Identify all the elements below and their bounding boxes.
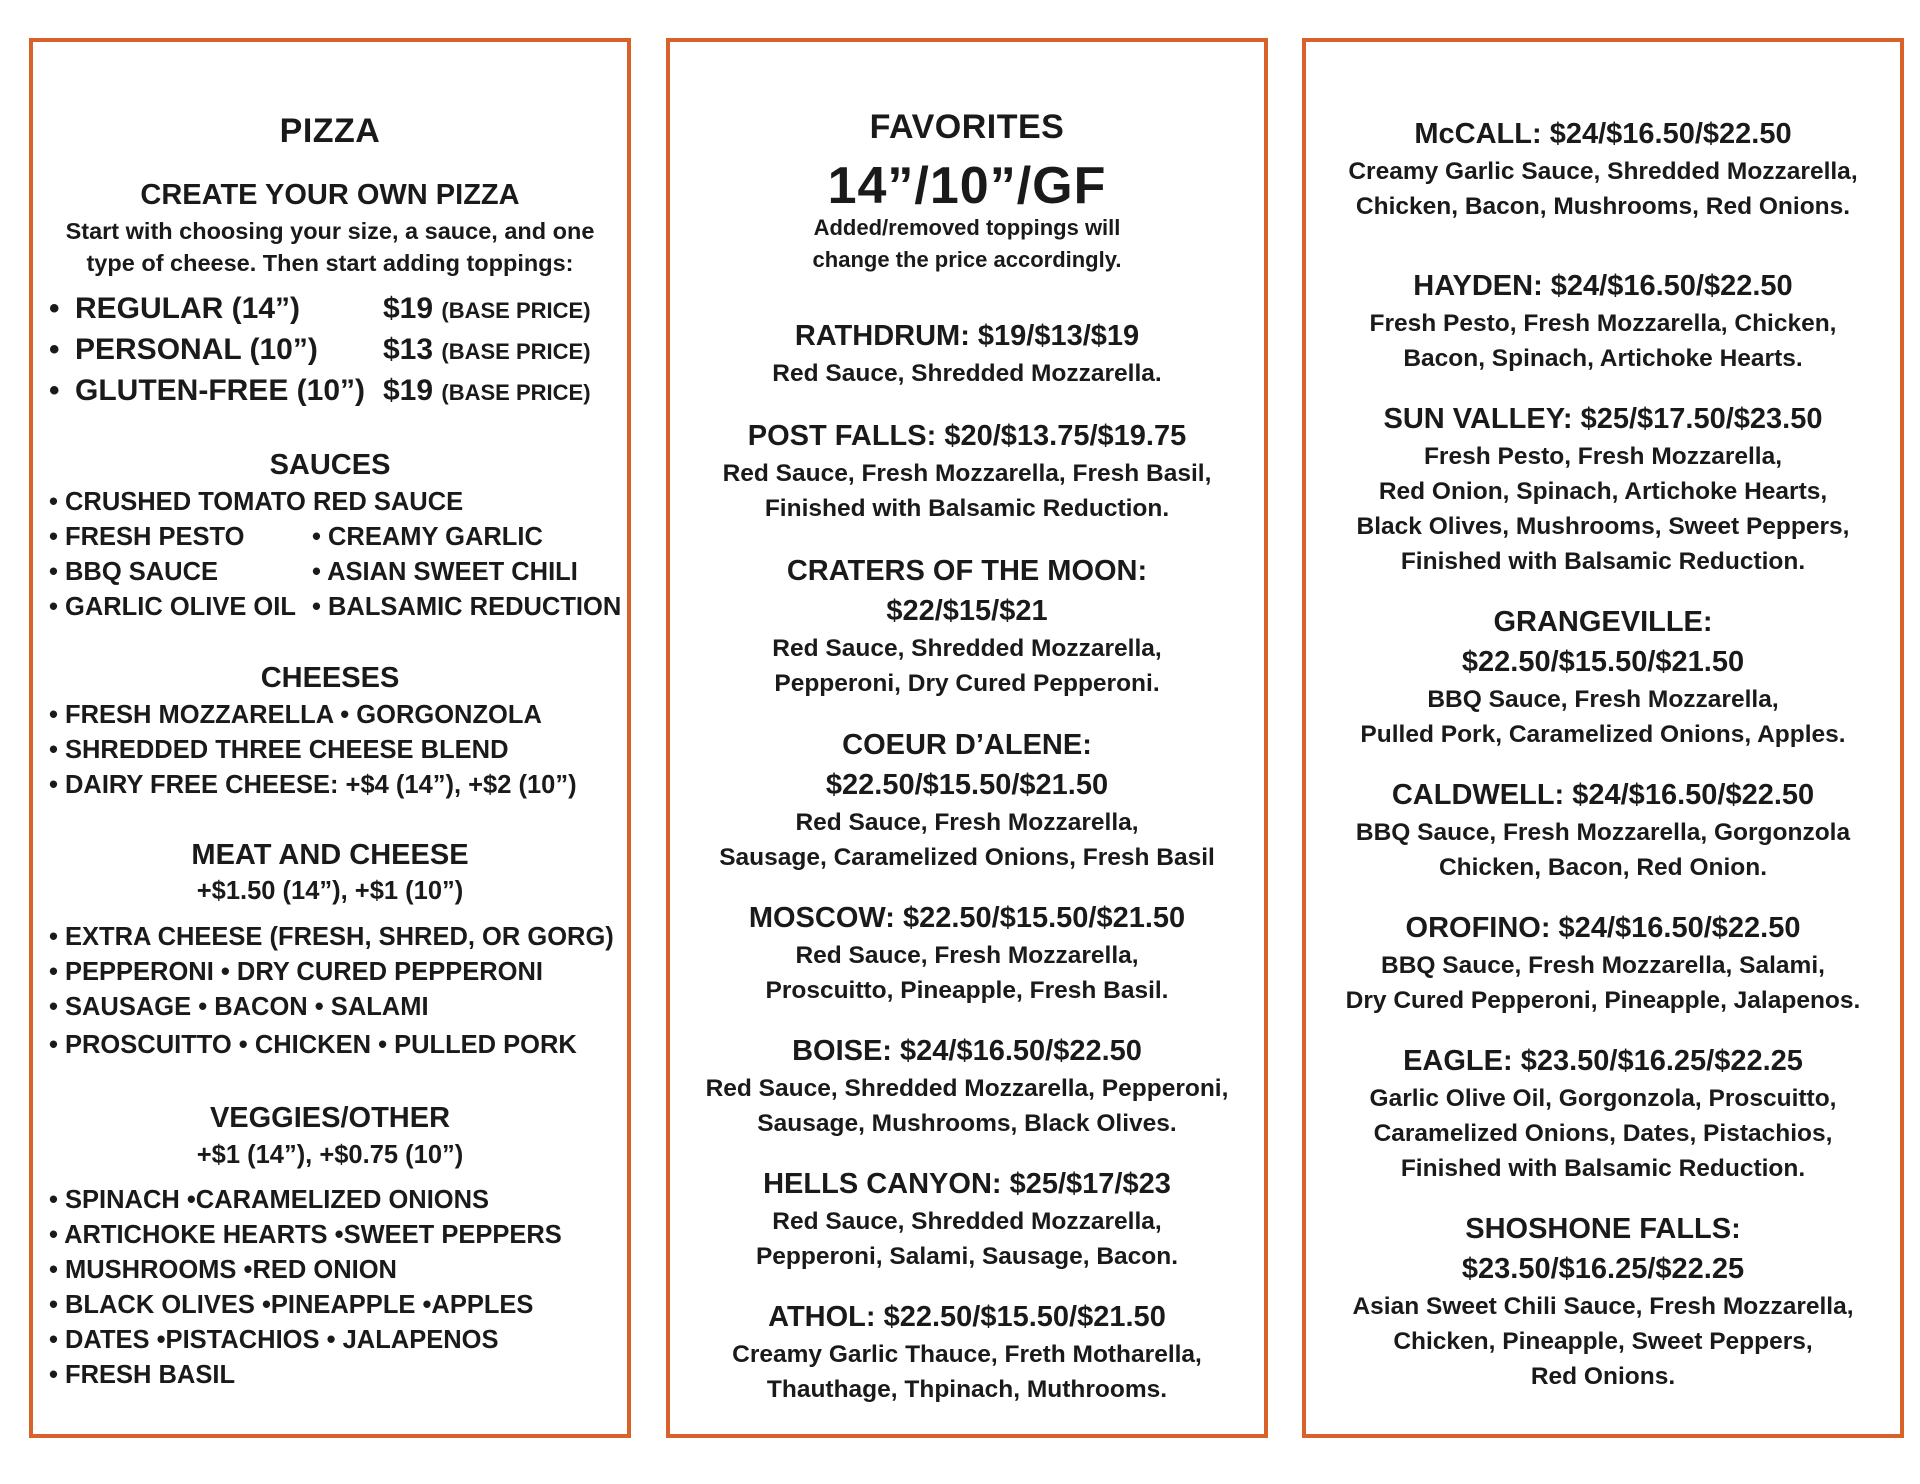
meat-item: • SAUSAGE • BACON • SALAMI	[49, 993, 429, 1021]
create-title: CREATE YOUR OWN PIZZA	[140, 179, 520, 211]
fav-athol-desc: Creamy Garlic Thauce, Freth Motharella,	[732, 1341, 1202, 1368]
fav-craters-head: CRATERS OF THE MOON:	[786, 555, 1148, 587]
fav-boise-desc: Sausage, Mushrooms, Black Olives.	[757, 1110, 1177, 1137]
fav-craters-price: $22/$15/$21	[886, 595, 1048, 627]
fav-grangeville-desc: BBQ Sauce, Fresh Mozzarella,	[1427, 686, 1779, 713]
fav-caldwell-head: CALDWELL: $24/$16.50/$22.50	[1391, 779, 1815, 811]
size-regular: • REGULAR (14”) $19 (BASE PRICE)	[49, 292, 591, 325]
fav-craters-desc: Red Sauce, Shredded Mozzarella,	[772, 635, 1162, 662]
veg-item: • SPINACH •CARAMELIZED ONIONS	[49, 1186, 490, 1214]
size-note: (BASE PRICE)	[441, 339, 591, 364]
fav-shoshone-desc: Red Onions.	[1530, 1363, 1676, 1390]
cheese-item: • DAIRY FREE CHEESE: +$4 (14”), +$2 (10”)	[49, 771, 577, 799]
fav-shoshone-desc: Asian Sweet Chili Sauce, Fresh Mozzarella,	[1352, 1293, 1854, 1320]
favorites-note-2: change the price accordingly.	[812, 247, 1122, 272]
fav-moscow-desc: Red Sauce, Fresh Mozzarella,	[795, 942, 1139, 969]
more-favorites-panel	[1302, 38, 1904, 1438]
fav-rathdrum-head: RATHDRUM: $19/$13/$19	[794, 320, 1140, 352]
meat-item: • PEPPERONI • DRY CURED PEPPERONI	[49, 958, 543, 986]
size-note: (BASE PRICE)	[441, 380, 591, 405]
fav-caldwell-desc: Chicken, Bacon, Red Onion.	[1438, 854, 1768, 881]
fav-orofino-desc: Dry Cured Pepperoni, Pineapple, Jalapenos.	[1345, 987, 1861, 1014]
veg-item: • ARTICHOKE HEARTS •SWEET PEPPERS	[49, 1221, 562, 1249]
fav-mccall-desc: Creamy Garlic Sauce, Shredded Mozzarella,	[1348, 158, 1858, 185]
meat-item: • PROSCUITTO • CHICKEN • PULLED PORK	[49, 1031, 577, 1059]
veg-item: • MUSHROOMS •RED ONION	[49, 1256, 397, 1284]
meat-item: • EXTRA CHEESE (FRESH, SHRED, OR GORG)	[49, 923, 614, 951]
create-desc-1: Start with choosing your size, a sauce, and one	[65, 218, 595, 244]
fav-hayden-head: HAYDEN: $24/$16.50/$22.50	[1413, 270, 1793, 302]
fav-hayden-desc: Bacon, Spinach, Artichoke Hearts.	[1403, 345, 1803, 372]
sauce-item: • GARLIC OLIVE OIL	[49, 593, 296, 621]
fav-mccall-desc: Chicken, Bacon, Mushrooms, Red Onions.	[1355, 193, 1851, 220]
fav-boise-desc: Red Sauce, Shredded Mozzarella, Pepperoni,	[705, 1075, 1229, 1102]
fav-hells-canyon-desc: Red Sauce, Shredded Mozzarella,	[772, 1208, 1162, 1235]
fav-sun-valley-desc: Fresh Pesto, Fresh Mozzarella,	[1423, 443, 1783, 470]
size-personal: • PERSONAL (10”) $13 (BASE PRICE)	[49, 333, 591, 366]
fav-athol-desc: Thauthage, Thpinach, Muthrooms.	[766, 1376, 1168, 1403]
size-label: GLUTEN-FREE (10”)	[75, 374, 366, 407]
size-price: $19	[383, 292, 434, 325]
sauces-title: SAUCES	[269, 449, 391, 481]
size-note: (BASE PRICE)	[441, 298, 591, 323]
size-gluten-free: • GLUTEN-FREE (10”) $19 (BASE PRICE)	[49, 374, 591, 407]
fav-caldwell-desc: BBQ Sauce, Fresh Mozzarella, Gorgonzola	[1355, 819, 1851, 846]
fav-eagle-head: EAGLE: $23.50/$16.25/$22.25	[1403, 1045, 1803, 1077]
fav-hells-canyon-desc: Pepperoni, Salami, Sausage, Bacon.	[755, 1243, 1179, 1270]
fav-moscow-head: MOSCOW: $22.50/$15.50/$21.50	[748, 902, 1186, 934]
fav-grangeville-head: GRANGEVILLE:	[1493, 606, 1713, 638]
cheese-item: • SHREDDED THREE CHEESE BLEND	[49, 736, 509, 764]
favorites-note-1: Added/removed toppings will	[813, 215, 1121, 240]
fav-sun-valley-head: SUN VALLEY: $25/$17.50/$23.50	[1383, 403, 1823, 435]
fav-eagle-desc: Garlic Olive Oil, Gorgonzola, Proscuitto,	[1369, 1085, 1837, 1112]
pizza-title: PIZZA	[279, 112, 381, 150]
fav-sun-valley-desc: Black Olives, Mushrooms, Sweet Peppers,	[1356, 513, 1850, 540]
sauce-item: • ASIAN SWEET CHILI	[312, 558, 578, 586]
fav-sun-valley-desc: Finished with Balsamic Reduction.	[1400, 548, 1806, 575]
veg-price: +$1 (14”), +$0.75 (10”)	[196, 1141, 464, 1169]
sauce-item: • FRESH PESTO	[49, 523, 245, 551]
veg-item: • DATES •PISTACHIOS • JALAPENOS	[49, 1326, 499, 1354]
meat-title: MEAT AND CHEESE	[191, 839, 469, 871]
fav-rathdrum-desc: Red Sauce, Shredded Mozzarella.	[772, 360, 1162, 387]
fav-grangeville-price: $22.50/$15.50/$21.50	[1461, 646, 1745, 678]
fav-coeur-price: $22.50/$15.50/$21.50	[825, 769, 1109, 801]
veg-item: • FRESH BASIL	[49, 1361, 236, 1389]
fav-boise-head: BOISE: $24/$16.50/$22.50	[792, 1035, 1142, 1067]
favorites-sizes: 14”/10”/GF	[827, 157, 1107, 215]
sauce-item: • BBQ SAUCE	[49, 558, 219, 586]
cheeses-title: CHEESES	[260, 662, 400, 694]
sauce-item: • CRUSHED TOMATO RED SAUCE	[49, 488, 464, 516]
fav-orofino-head: OROFINO: $24/$16.50/$22.50	[1405, 912, 1801, 944]
fav-coeur-desc: Red Sauce, Fresh Mozzarella,	[795, 809, 1139, 836]
size-price: $19	[383, 374, 434, 407]
fav-post-falls-desc: Red Sauce, Fresh Mozzarella, Fresh Basil,	[722, 460, 1212, 487]
fav-coeur-desc: Sausage, Caramelized Onions, Fresh Basil	[719, 844, 1215, 871]
fav-eagle-desc: Finished with Balsamic Reduction.	[1400, 1155, 1806, 1182]
cheese-item: • FRESH MOZZARELLA • GORGONZOLA	[49, 701, 542, 729]
fav-shoshone-price: $23.50/$16.25/$22.25	[1461, 1253, 1745, 1285]
fav-hayden-desc: Fresh Pesto, Fresh Mozzarella, Chicken,	[1369, 310, 1837, 337]
fav-post-falls-head: POST FALLS: $20/$13.75/$19.75	[747, 420, 1187, 452]
fav-grangeville-desc: Pulled Pork, Caramelized Onions, Apples.	[1360, 721, 1846, 748]
fav-mccall-head: McCALL: $24/$16.50/$22.50	[1414, 118, 1792, 150]
fav-craters-desc: Pepperoni, Dry Cured Pepperoni.	[774, 670, 1160, 697]
fav-hells-canyon-head: HELLS CANYON: $25/$17/$23	[763, 1168, 1171, 1200]
fav-post-falls-desc: Finished with Balsamic Reduction.	[764, 495, 1170, 522]
size-price: $13	[383, 333, 434, 366]
veg-item: • BLACK OLIVES •PINEAPPLE •APPLES	[49, 1291, 534, 1319]
pizza-panel	[29, 38, 631, 1438]
size-label: PERSONAL (10”)	[75, 333, 318, 366]
create-desc-2: type of cheese. Then start adding toppings:	[86, 250, 574, 276]
fav-eagle-desc: Caramelized Onions, Dates, Pistachios,	[1373, 1120, 1833, 1147]
favorites-title: FAVORITES	[869, 108, 1065, 146]
meat-price: +$1.50 (14”), +$1 (10”)	[196, 877, 464, 905]
favorites-panel	[666, 38, 1268, 1438]
fav-athol-head: ATHOL: $22.50/$15.50/$21.50	[768, 1301, 1166, 1333]
fav-shoshone-head: SHOSHONE FALLS:	[1465, 1213, 1741, 1245]
sauce-item: • BALSAMIC REDUCTION	[312, 593, 622, 621]
fav-coeur-head: COEUR D’ALENE:	[842, 729, 1092, 761]
fav-orofino-desc: BBQ Sauce, Fresh Mozzarella, Salami,	[1381, 952, 1825, 979]
sauce-item: • CREAMY GARLIC	[312, 523, 543, 551]
fav-sun-valley-desc: Red Onion, Spinach, Artichoke Hearts,	[1378, 478, 1828, 505]
size-label: REGULAR (14”)	[75, 292, 301, 325]
veg-title: VEGGIES/OTHER	[209, 1102, 451, 1134]
fav-shoshone-desc: Chicken, Pineapple, Sweet Peppers,	[1393, 1328, 1813, 1355]
fav-moscow-desc: Proscuitto, Pineapple, Fresh Basil.	[765, 977, 1169, 1004]
